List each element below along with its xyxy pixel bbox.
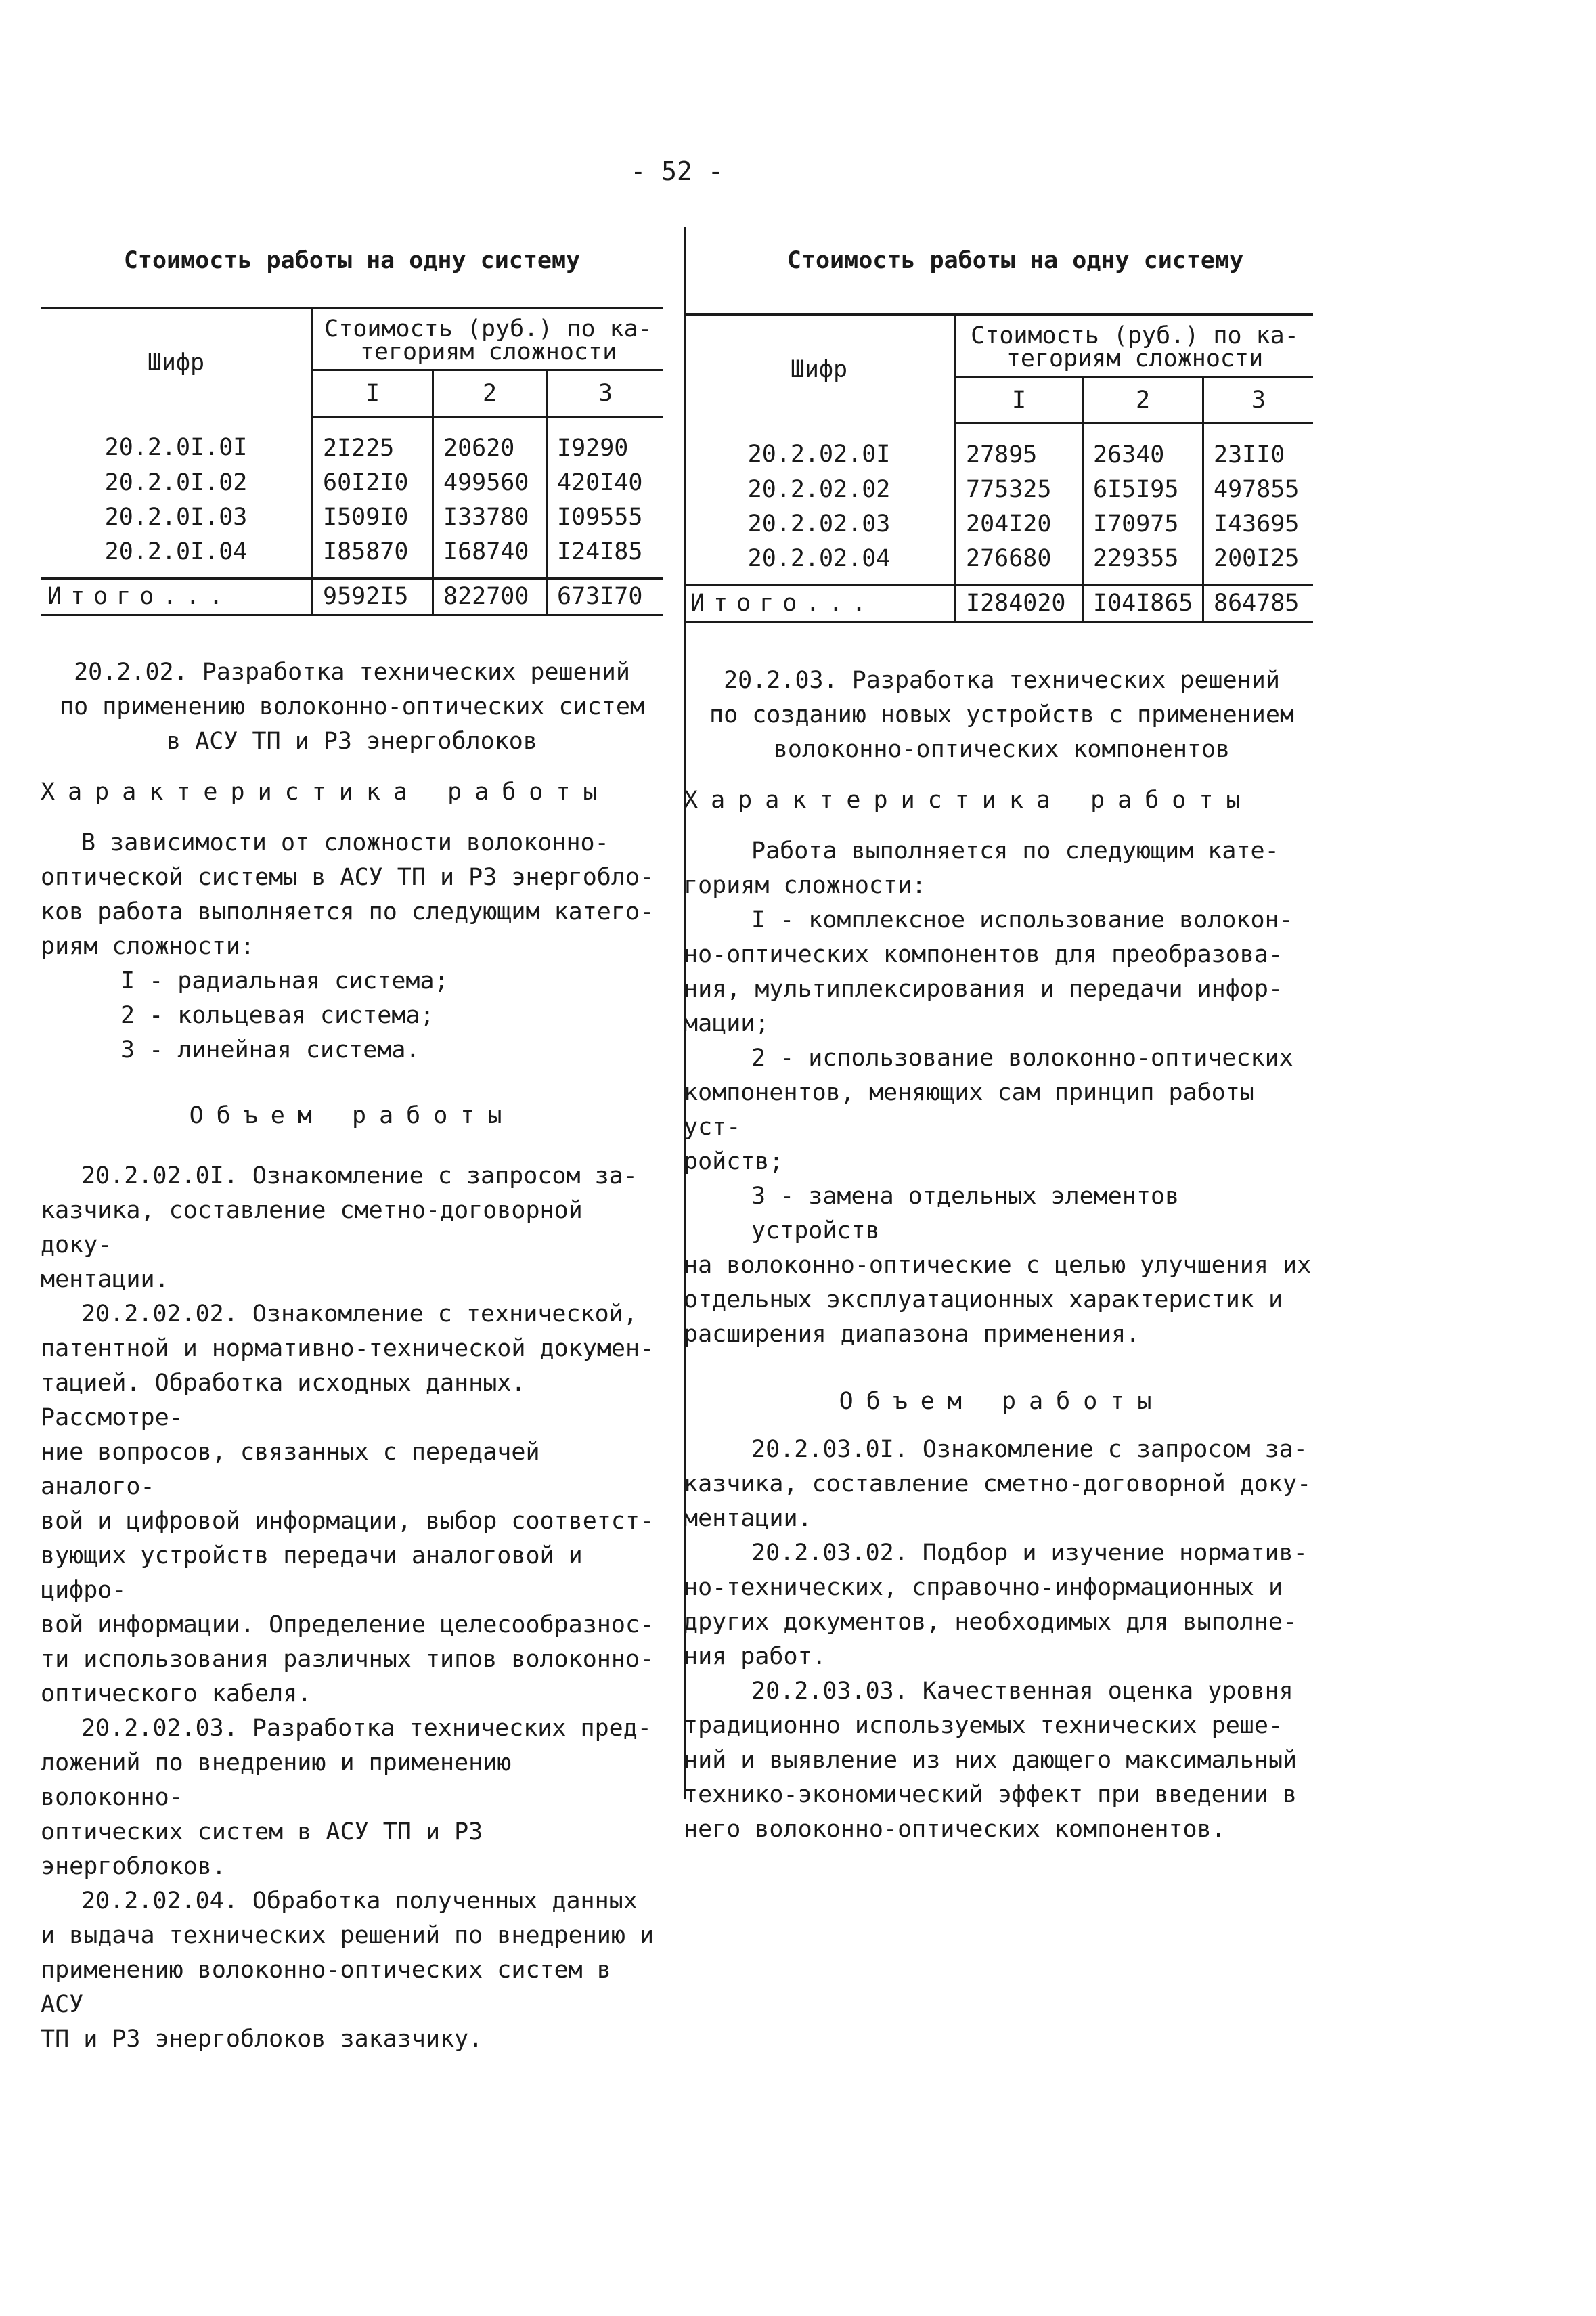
cell-value: 200I25 bbox=[1214, 545, 1300, 572]
volume-text: 20.2.02.0I. Ознакомление с запросом за- казчика, составление сметно-договорной доку- ментации. 20.2.02.02. Ознакомление с технической, патентной и нормативно-технической докумен- тацией. Обработка исходных данных. Рассмотре- ние вопросов, связанных с передачей аналого- вой и цифровой информации, выбор соответст- вующих устройств передачи аналоговой и цифро- вой информации. Определение целесообразнос- ти использования различных типов волоконно- оптического кабеля. 20.2.02.03. Разработка технических пред- ложений по внедрению и применению волоконно- оптических систем в АСУ ТП и РЗ энергоблоков. 20.2.02.04. Обработка полученных данных и выдача технических решений по внедрению и применению волоконно-оптических систем в АСУ ТП и РЗ энергоблоков заказчику. bbox=[41, 1162, 655, 2053]
section-title: 20.2.03. Разработка технических решений по созданию новых устройств с применением волоконно-оптических компонентов bbox=[709, 667, 1294, 763]
category-header: 2 bbox=[1083, 377, 1203, 424]
cell-value: I85870 bbox=[313, 535, 433, 579]
characteristic-text: В зависимости от сложности волоконно- оптической системы в АСУ ТП и РЗ энергобло- ков работа выполняется по следующим катего- риям сложности: bbox=[41, 829, 655, 960]
cell-value: I43695 bbox=[1214, 510, 1300, 538]
cell-value: 6I5I95 bbox=[1083, 473, 1203, 507]
cell-value: I24I85 bbox=[557, 538, 643, 565]
cell-value: 276680 bbox=[956, 542, 1083, 586]
cell-value: 499560 bbox=[433, 466, 547, 500]
cell-value: 20620 bbox=[433, 417, 547, 466]
total-row bbox=[684, 586, 1313, 622]
cell-value: 497855 bbox=[1214, 476, 1300, 503]
right-cost-table bbox=[684, 313, 1313, 623]
cell-value: 775325 bbox=[956, 473, 1083, 507]
cell-value: I70975 bbox=[1083, 507, 1203, 542]
cell-value: 2I225 bbox=[313, 417, 433, 466]
category-header: I bbox=[313, 370, 433, 417]
characteristic-heading: Характеристика работы bbox=[684, 787, 1254, 814]
volume-heading: Объем работы bbox=[189, 1102, 515, 1129]
category-list bbox=[41, 964, 663, 1068]
total-value: 864785 bbox=[1203, 586, 1314, 622]
list-item: 2 - кольцевая система; bbox=[120, 1002, 435, 1029]
table-row bbox=[684, 424, 1313, 473]
row-code: 20.2.02.03 bbox=[684, 507, 956, 542]
table-row bbox=[41, 417, 663, 466]
left-table-caption: Стоимость работы на одну систему bbox=[123, 247, 581, 274]
table-row bbox=[684, 507, 1313, 542]
left-cost-table bbox=[41, 307, 663, 616]
cell-value: 420I40 bbox=[557, 469, 643, 496]
total-label: Итого... bbox=[684, 586, 956, 622]
category-header: 3 bbox=[547, 370, 664, 417]
row-code: 20.2.02.04 bbox=[684, 542, 956, 586]
cost-header: Стоимость (руб.) по ка- тегориям сложности bbox=[956, 315, 1314, 377]
row-code: 20.2.0I.04 bbox=[41, 535, 313, 579]
cell-value: I33780 bbox=[433, 500, 547, 535]
code-header: Шифр bbox=[41, 308, 313, 417]
cell-value: I09555 bbox=[557, 504, 643, 531]
cell-value: 229355 bbox=[1083, 542, 1203, 586]
cell-value: I68740 bbox=[433, 535, 547, 579]
table-row bbox=[684, 473, 1313, 507]
volume-text: 20.2.03.0I. Ознакомление с запросом за- казчика, составление сметно-договорной доку- ментации. 20.2.03.02. Подбор и изучение норматив- но-технических, справочно-информационных и других документов, необходимых для выполне- ния работ. 20.2.03.03. Качественная оценка уровня традиционно используемых технических реше- ний и выявление из них дающего максимальный технико-экономический эффект при введении в него волоконно-оптических компонентов. bbox=[684, 1436, 1312, 1843]
total-value: I284020 bbox=[956, 586, 1083, 622]
volume-heading: Объем работы bbox=[839, 1388, 1165, 1415]
cell-value: 60I2I0 bbox=[313, 466, 433, 500]
cell-value: 23II0 bbox=[1214, 441, 1285, 468]
cell-value: I9290 bbox=[557, 435, 629, 462]
table-row bbox=[684, 542, 1313, 586]
row-code: 20.2.02.0I bbox=[684, 424, 956, 473]
cell-value: I509I0 bbox=[313, 500, 433, 535]
cell-value: 26340 bbox=[1083, 424, 1203, 473]
right-table-caption: Стоимость работы на одну систему bbox=[786, 247, 1244, 274]
total-value: 822700 bbox=[433, 579, 547, 615]
category-header: 3 bbox=[1203, 377, 1314, 424]
total-value: 673I70 bbox=[547, 579, 664, 615]
characteristic-heading: Характеристика работы bbox=[41, 779, 611, 806]
section-title: 20.2.02. Разработка технических решений по применению волоконно-оптических систем в АСУ ТП и РЗ энергоблоков bbox=[60, 659, 644, 755]
row-code: 20.2.0I.02 bbox=[41, 466, 313, 500]
cell-value: 27895 bbox=[956, 424, 1083, 473]
left-column bbox=[41, 244, 663, 2057]
row-code: 20.2.0I.03 bbox=[41, 500, 313, 535]
row-code: 20.2.02.02 bbox=[684, 473, 956, 507]
row-code: 20.2.0I.0I bbox=[41, 417, 313, 466]
right-column bbox=[684, 244, 1320, 1847]
total-value: I04I865 bbox=[1083, 586, 1203, 622]
total-value: 9592I5 bbox=[313, 579, 433, 615]
table-row bbox=[41, 500, 663, 535]
code-header: Шифр bbox=[684, 315, 956, 424]
cell-value: 204I20 bbox=[956, 507, 1083, 542]
list-item: 3 - линейная система. bbox=[120, 1036, 420, 1064]
page-number: - 52 - bbox=[630, 156, 724, 186]
table-row bbox=[41, 535, 663, 579]
category-header: I bbox=[956, 377, 1083, 424]
total-label: Итого... bbox=[41, 579, 313, 615]
list-item: I - радиальная система; bbox=[120, 967, 449, 995]
cost-header: Стоимость (руб.) по ка- тегориям сложности bbox=[313, 308, 664, 370]
characteristic-text: Работа выполняется по следующим кате- гориям сложности: I - комплексное использование волокон- но-оптических компонентов для преобразова- ния, мультиплексирования и передачи инфор- мации; 2 - использование волоконно-оптических компонентов, меняющих сам принцип работы уст- ройств; 3 - замена отдельных элементов устройств на волоконно-оптические с целью улучшения их отдельных эксплуатационных характеристик и расширения диапазона применения. bbox=[684, 837, 1312, 1348]
table-row bbox=[41, 466, 663, 500]
category-header: 2 bbox=[433, 370, 547, 417]
total-row bbox=[41, 579, 663, 615]
